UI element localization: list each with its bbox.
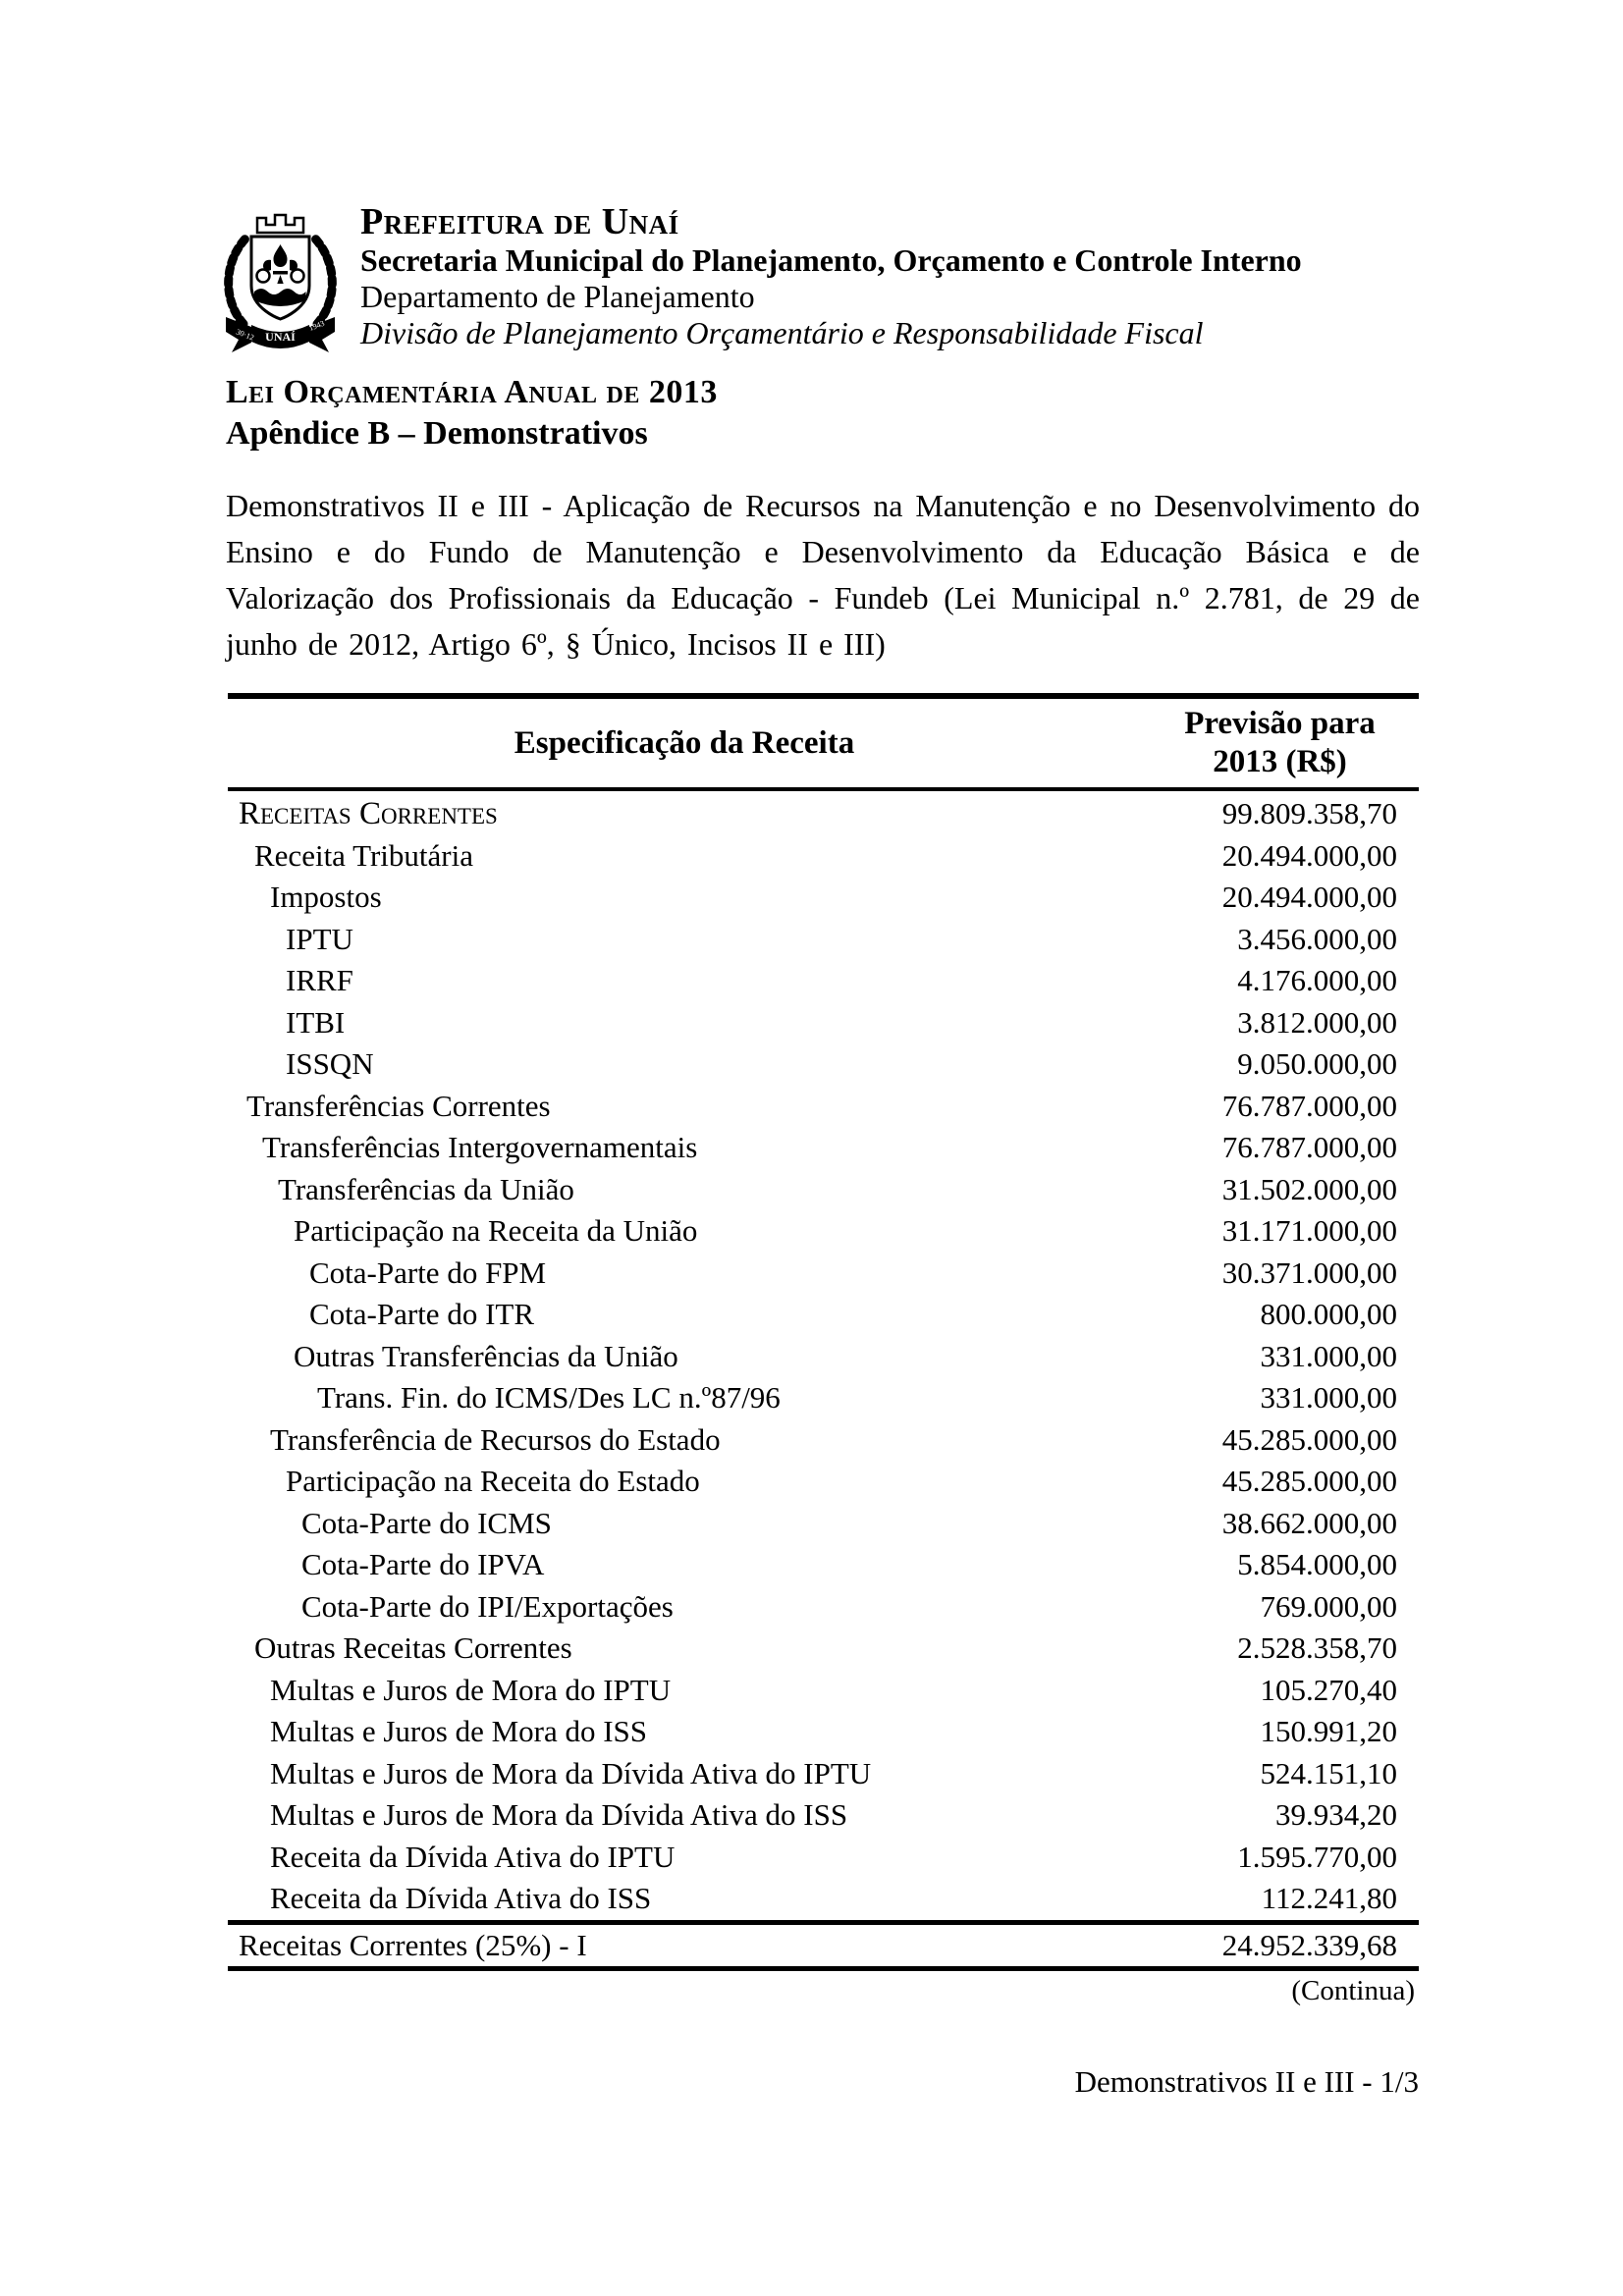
org-block: [360, 201, 1302, 358]
ribbon-city-name: UNAÍ: [265, 330, 296, 344]
revenue-row-label: Receita Tributária: [254, 837, 473, 873]
revenue-row: [228, 1002, 1419, 1044]
revenue-row-value: 524.151,10: [1260, 1755, 1397, 1790]
crest-roundel-left-icon: [257, 270, 270, 283]
revenue-row: [228, 1461, 1419, 1503]
revenue-row-label: Multas e Juros de Mora da Dívida Ativa do IPTU: [270, 1755, 872, 1790]
org-department: Departamento de Planejamento: [360, 279, 755, 314]
revenue-row-value: 38.662.000,00: [1221, 1505, 1397, 1540]
org-name: Prefeitura de Unaí: [360, 201, 679, 242]
revenue-row-value: 4.176.000,00: [1237, 963, 1397, 998]
page-footer: Demonstrativos II e III - 1/3: [1074, 2064, 1419, 2099]
total-row-value: 24.952.339,68: [1221, 1927, 1397, 1962]
revenue-row-label: ISSQN: [286, 1046, 374, 1082]
revenue-row-value: 31.502.000,00: [1221, 1171, 1397, 1206]
revenue-row-label: IPTU: [286, 921, 353, 956]
revenue-row: [228, 1794, 1419, 1837]
revenue-row-value: 1.595.770,00: [1237, 1839, 1397, 1874]
revenue-row: [228, 1711, 1419, 1753]
title-appendix-line: Apêndice B – Demonstrativos: [226, 415, 648, 452]
revenue-row: [228, 1878, 1419, 1920]
revenue-row: [228, 919, 1419, 961]
revenue-row: [228, 1670, 1419, 1712]
revenue-row-value: 331.000,00: [1260, 1380, 1397, 1415]
revenue-row-value: 105.270,40: [1260, 1672, 1397, 1707]
revenue-row-value: 20.494.000,00: [1221, 837, 1397, 873]
revenue-row-value: 769.000,00: [1260, 1588, 1397, 1624]
revenue-row-label: IRRF: [286, 963, 353, 998]
revenue-row-label: Outras Receitas Correntes: [254, 1630, 572, 1666]
revenue-row-label: Transferência de Recursos do Estado: [270, 1421, 721, 1457]
revenue-row: [228, 1544, 1419, 1586]
revenue-row: [228, 1294, 1419, 1336]
column-header-forecast: [1141, 705, 1419, 781]
revenue-row: [228, 1210, 1419, 1253]
revenue-row: [228, 877, 1419, 919]
revenue-row-value: 150.991,20: [1260, 1714, 1397, 1749]
revenue-row: [228, 1837, 1419, 1879]
crest-branch-right-icon: [313, 237, 332, 324]
revenue-row-value: 5.854.000,00: [1237, 1547, 1397, 1582]
revenue-row-label: Multas e Juros de Mora da Dívida Ativa do ISS: [270, 1797, 848, 1833]
revenue-row-value: 3.456.000,00: [1237, 921, 1397, 956]
revenue-row-value: 31.171.000,00: [1221, 1213, 1397, 1249]
org-secretariat: Secretaria Municipal do Planejamento, Orçamento e Controle Interno: [360, 242, 1302, 278]
total-row: [228, 1920, 1419, 1971]
revenue-row-value: 76.787.000,00: [1221, 1130, 1397, 1165]
revenue-row-label: Receita da Dívida Ativa do IPTU: [270, 1839, 676, 1874]
revenue-row: [228, 1753, 1419, 1795]
revenue-row: [228, 1127, 1419, 1169]
revenue-row: [228, 1169, 1419, 1211]
revenue-row-value: 30.371.000,00: [1221, 1255, 1397, 1290]
table-body: [228, 791, 1419, 1920]
revenue-row-label: Cota-Parte do FPM: [309, 1255, 547, 1290]
revenue-row: [228, 1377, 1419, 1419]
revenue-row-label: Impostos: [270, 880, 382, 915]
revenue-row: [228, 1253, 1419, 1295]
revenue-row-value: 2.528.358,70: [1237, 1630, 1397, 1666]
revenue-row-label: Cota-Parte do ICMS: [301, 1505, 552, 1540]
revenue-row: [228, 1586, 1419, 1629]
revenue-row-label: Transferências Intergovernamentais: [262, 1130, 698, 1165]
column-header-forecast-line2: 2013 (R$): [1213, 744, 1347, 779]
revenue-row-label: Cota-Parte do IPVA: [301, 1547, 545, 1582]
ribbon-date-left: 30·12: [235, 327, 255, 343]
revenue-row-label: Multas e Juros de Mora do ISS: [270, 1714, 648, 1749]
revenue-row-label: Outras Transferências da União: [294, 1338, 678, 1373]
column-header-specification: Especificação da Receita: [514, 724, 855, 761]
revenue-row-label: Participação na Receita da União: [294, 1213, 698, 1249]
revenue-row: [228, 960, 1419, 1002]
revenue-row: [228, 1336, 1419, 1378]
revenue-table: [228, 693, 1419, 1971]
continuation-note: (Continua): [1291, 1975, 1415, 2006]
municipal-crest-logo: [214, 201, 347, 358]
revenue-row: [228, 1628, 1419, 1670]
revenue-row: [228, 1043, 1419, 1086]
column-header-forecast-line1: Previsão para: [1184, 706, 1376, 741]
total-row-label: Receitas Correntes (25%) - I: [239, 1927, 587, 1962]
revenue-row-value: 45.285.000,00: [1221, 1464, 1397, 1499]
revenue-row: [228, 793, 1419, 835]
revenue-row: [228, 1503, 1419, 1545]
revenue-row-label: Transferências da União: [278, 1171, 574, 1206]
revenue-row-value: 99.809.358,70: [1221, 796, 1397, 831]
revenue-row-label: Participação na Receita do Estado: [286, 1464, 700, 1499]
crest-branch-left-icon: [229, 237, 247, 324]
ribbon-date-right: 1943: [307, 318, 326, 333]
revenue-row-value: 9.050.000,00: [1237, 1046, 1397, 1082]
revenue-row: [228, 1419, 1419, 1462]
letterhead: [214, 201, 1302, 358]
revenue-row-value: 45.285.000,00: [1221, 1421, 1397, 1457]
intro-paragraph: Demonstrativos II e III - Aplicação de Recursos na Manutenção e no Desenvolvimento do Ensino e do Fundo de Manutenção e Desenvolvimento da Educação Básica e de Valorização dos Profissionais da Educação - Fundeb (Lei Municipal n.º 2.781, de 29 de junho de 2012, Artigo 6º, § Único, Incisos II e III): [226, 488, 1420, 662]
crest-roundel-right-icon: [292, 270, 304, 283]
revenue-row: [228, 1086, 1419, 1128]
revenue-row: [228, 835, 1419, 878]
revenue-row-value: 800.000,00: [1260, 1297, 1397, 1332]
title-law-line: Lei Orçamentária Anual de 2013: [226, 374, 718, 410]
revenue-row-label: Cota-Parte do IPI/Exportações: [301, 1588, 674, 1624]
table-header-row: [228, 699, 1419, 791]
revenue-row-value: 112.241,80: [1261, 1881, 1397, 1916]
document-title: [226, 372, 718, 454]
org-division: Divisão de Planejamento Orçamentário e Responsabilidade Fiscal: [360, 315, 1204, 350]
revenue-row-label: Cota-Parte do ITR: [309, 1297, 535, 1332]
revenue-row-value: 76.787.000,00: [1221, 1088, 1397, 1123]
revenue-row-label: Transferências Correntes: [246, 1088, 551, 1123]
revenue-row-label: Receitas Correntes: [239, 795, 498, 831]
revenue-row-label: Receita da Dívida Ativa do ISS: [270, 1881, 652, 1916]
revenue-row-value: 20.494.000,00: [1221, 880, 1397, 915]
revenue-row-label: Multas e Juros de Mora do IPTU: [270, 1672, 672, 1707]
revenue-row-value: 39.934,20: [1275, 1797, 1397, 1833]
revenue-row-label: ITBI: [286, 1004, 346, 1040]
revenue-row-value: 331.000,00: [1260, 1338, 1397, 1373]
revenue-row-label: Trans. Fin. do ICMS/Des LC n.º87/96: [317, 1380, 781, 1415]
revenue-row-value: 3.812.000,00: [1237, 1004, 1397, 1040]
crest-crown-icon: [257, 215, 303, 233]
